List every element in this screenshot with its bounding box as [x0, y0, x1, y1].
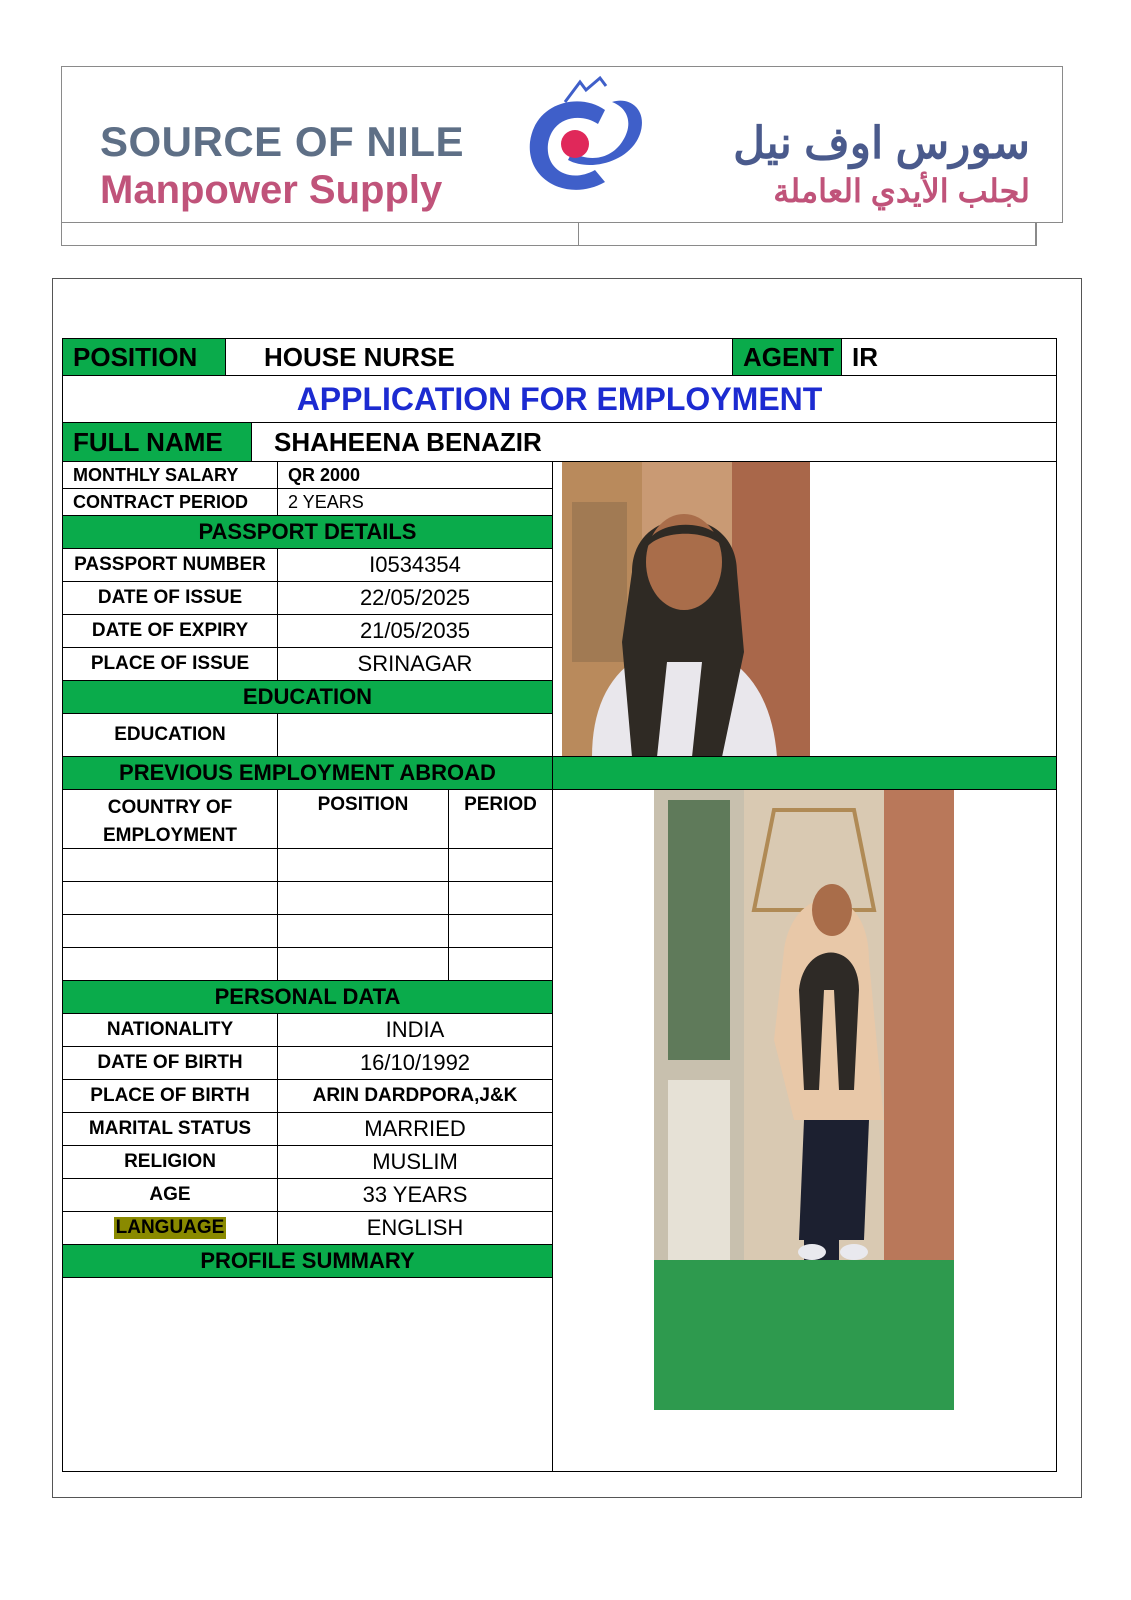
employment-row-period [448, 881, 553, 915]
language-label: LANGUAGE [115, 1217, 225, 1238]
passport-number-value: I0534354 [277, 548, 553, 582]
applicant-full-body-photo [654, 790, 954, 1410]
religion-value: MUSLIM [277, 1145, 553, 1179]
date-of-birth-value: 16/10/1992 [277, 1046, 553, 1080]
date-of-issue-value: 22/05/2025 [277, 581, 553, 615]
age-value: 33 YEARS [277, 1178, 553, 1212]
place-of-issue-value: SRINAGAR [277, 647, 553, 681]
employment-row-country [62, 914, 278, 948]
date-of-expiry-value: 21/05/2035 [277, 614, 553, 648]
profile-summary-box [62, 1277, 553, 1472]
employment-row-period [448, 848, 553, 882]
letterhead-subrow [61, 222, 1036, 246]
brand-name-arabic: سورس اوف نيل [733, 119, 1030, 168]
previous-employment-heading-extension [552, 756, 1057, 790]
brand-name-english: SOURCE OF NILE [100, 118, 465, 165]
employment-row-period [448, 947, 553, 981]
date-of-issue-label: DATE OF ISSUE [62, 581, 278, 615]
nationality-value: INDIA [277, 1013, 553, 1047]
employment-row-country [62, 881, 278, 915]
employment-row-position [277, 914, 449, 948]
brand-tagline-arabic: لجلب الأيدي العاملة [773, 173, 1030, 209]
education-value [277, 713, 553, 757]
letterhead-divider [578, 222, 579, 246]
passport-number-label: PASSPORT NUMBER [62, 548, 278, 582]
marital-status-value: MARRIED [277, 1112, 553, 1146]
employment-row-country [62, 848, 278, 882]
position-label: POSITION [62, 338, 226, 376]
agent-value: IR [841, 338, 1057, 376]
letterhead-divider [1036, 222, 1037, 246]
language-value: ENGLISH [277, 1211, 553, 1245]
profile-summary-heading: PROFILE SUMMARY [62, 1244, 553, 1278]
monthly-salary-label: MONTHLY SALARY [62, 461, 278, 489]
employment-row-position [277, 947, 449, 981]
col-period: PERIOD [448, 789, 553, 849]
col-position: POSITION [277, 789, 449, 849]
employment-row-position [277, 881, 449, 915]
source-of-nile-logo-icon [510, 72, 660, 212]
employment-row-position [277, 848, 449, 882]
col-country-of-employment: COUNTRY OF EMPLOYMENT [62, 789, 278, 849]
monthly-salary-value: QR 2000 [277, 461, 553, 489]
education-label: EDUCATION [62, 713, 278, 757]
personal-data-heading: PERSONAL DATA [62, 980, 553, 1014]
date-of-birth-label: DATE OF BIRTH [62, 1046, 278, 1080]
passport-details-heading: PASSPORT DETAILS [62, 515, 553, 549]
nationality-label: NATIONALITY [62, 1013, 278, 1047]
form-title: APPLICATION FOR EMPLOYMENT [62, 375, 1057, 423]
contract-period-value: 2 YEARS [277, 488, 553, 516]
employment-row-country [62, 947, 278, 981]
language-label-cell [62, 1211, 278, 1245]
age-label: AGE [62, 1178, 278, 1212]
place-of-birth-value: ARIN DARDPORA,J&K [277, 1079, 553, 1113]
date-of-expiry-label: DATE OF EXPIRY [62, 614, 278, 648]
education-heading: EDUCATION [62, 680, 553, 714]
agent-label: AGENT [732, 338, 842, 376]
contract-period-label: CONTRACT PERIOD [62, 488, 278, 516]
applicant-portrait-photo [562, 462, 810, 757]
previous-employment-heading: PREVIOUS EMPLOYMENT ABROAD [62, 756, 553, 790]
employment-row-period [448, 914, 553, 948]
place-of-birth-label: PLACE OF BIRTH [62, 1079, 278, 1113]
full-name-label: FULL NAME [62, 422, 252, 462]
place-of-issue-label: PLACE OF ISSUE [62, 647, 278, 681]
brand-tagline-english: Manpower Supply [100, 168, 443, 212]
marital-status-label: MARITAL STATUS [62, 1112, 278, 1146]
religion-label: RELIGION [62, 1145, 278, 1179]
position-value: HOUSE NURSE [225, 338, 733, 376]
full-name-value: SHAHEENA BENAZIR [251, 422, 1057, 462]
